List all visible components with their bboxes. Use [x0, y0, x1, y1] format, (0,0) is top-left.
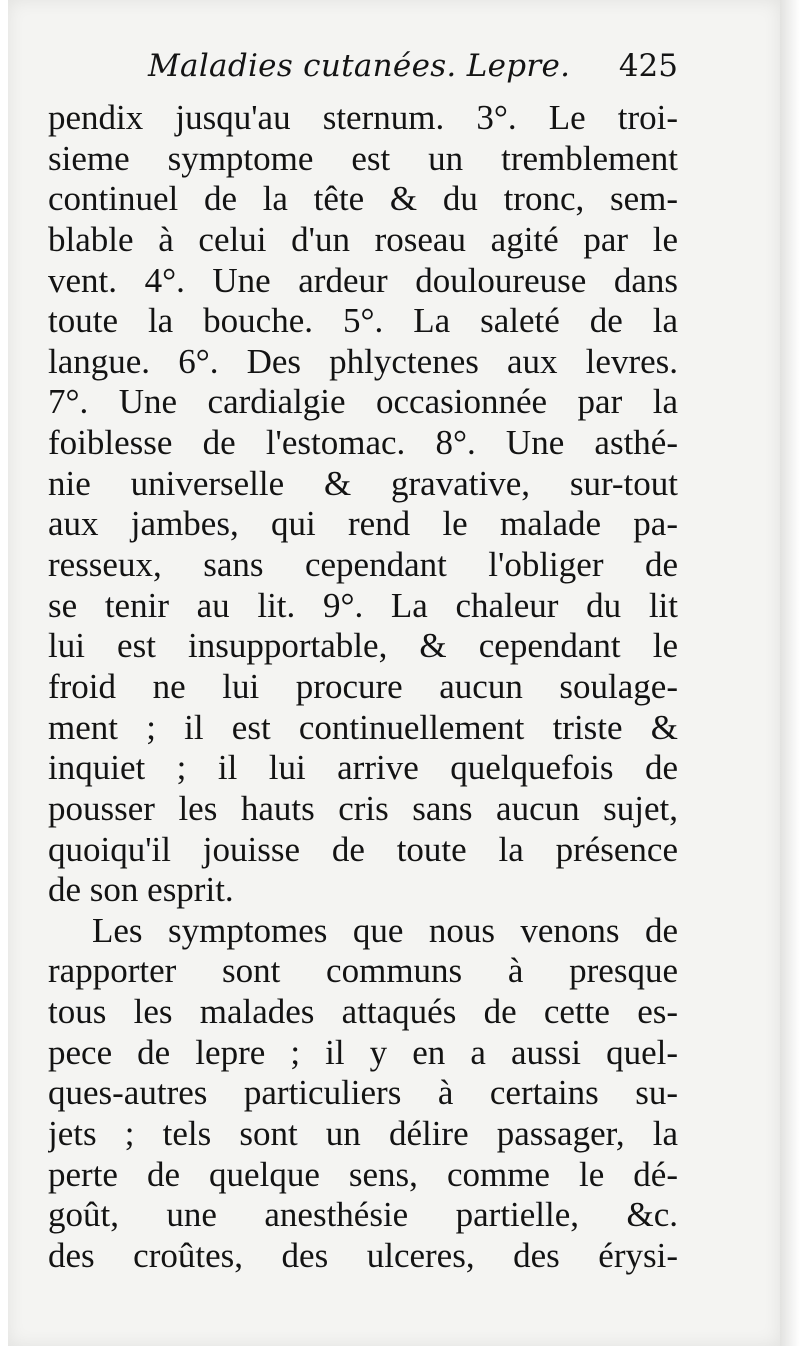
text-line: quoiqu'il jouisse de toute la présence — [48, 829, 678, 869]
body-text — [48, 98, 678, 1277]
text-line: aux jambes, qui rend le malade pa- — [48, 504, 678, 544]
text-line: tous les malades attaqués de cette es- — [48, 992, 678, 1032]
text-line: foiblesse de l'estomac. 8°. Une asthé- — [48, 423, 678, 463]
running-head — [48, 44, 678, 92]
text-line: pendix jusqu'au sternum. 3°. Le troi- — [48, 98, 678, 137]
text-line: ques-autres particuliers à certains su- — [48, 1073, 678, 1113]
text-line: sieme symptome est un tremblement — [48, 138, 678, 178]
text-line: vent. 4°. Une ardeur douloureuse dans — [48, 260, 678, 300]
paragraph-2 — [48, 911, 678, 1277]
running-title: Maladies cutanées. Lepre. — [148, 48, 571, 84]
text-line: goût, une anesthésie partielle, &c. — [48, 1195, 678, 1235]
text-line: ment ; il est continuellement triste & — [48, 707, 678, 747]
text-line: resseux, sans cependant l'obliger de — [48, 545, 678, 585]
text-line: nie universelle & gravative, sur-tout — [48, 463, 678, 503]
text-line: langue. 6°. Des phlyctenes aux levres. — [48, 341, 678, 381]
text-line: Les symptomes que nous venons de — [92, 910, 678, 950]
text-line: se tenir au lit. 9°. La chaleur du lit — [48, 585, 678, 625]
text-line: pousser les hauts cris sans aucun sujet, — [48, 788, 678, 828]
text-line: froid ne lui procure aucun soulage- — [48, 666, 678, 706]
text-line: blable à celui d'un roseau agité par le — [48, 219, 678, 259]
text-line: 7°. Une cardialgie occasionnée par la — [48, 382, 678, 422]
text-line: rapporter sont communs à presque — [48, 951, 678, 991]
page-edge — [780, 0, 800, 1346]
text-line: de son esprit. — [48, 870, 234, 910]
text-line: perte de quelque sens, comme le dé- — [48, 1154, 678, 1194]
text-line: pece de lepre ; il y en a aussi quel- — [48, 1032, 678, 1072]
text-line: lui est insupportable, & cependant le — [48, 626, 678, 666]
text-line: jets ; tels sont un délire passager, la — [48, 1114, 678, 1154]
text-line: toute la bouche. 5°. La saleté de la — [48, 301, 678, 341]
text-line: des croûtes, des ulceres, des érysi- — [48, 1235, 678, 1275]
text-line: inquiet ; il lui arrive quelquefois de — [48, 748, 678, 788]
paragraph-1 — [48, 98, 678, 911]
page-number: 425 — [618, 48, 678, 84]
text-line: continuel de la tête & du tronc, sem- — [48, 179, 678, 219]
